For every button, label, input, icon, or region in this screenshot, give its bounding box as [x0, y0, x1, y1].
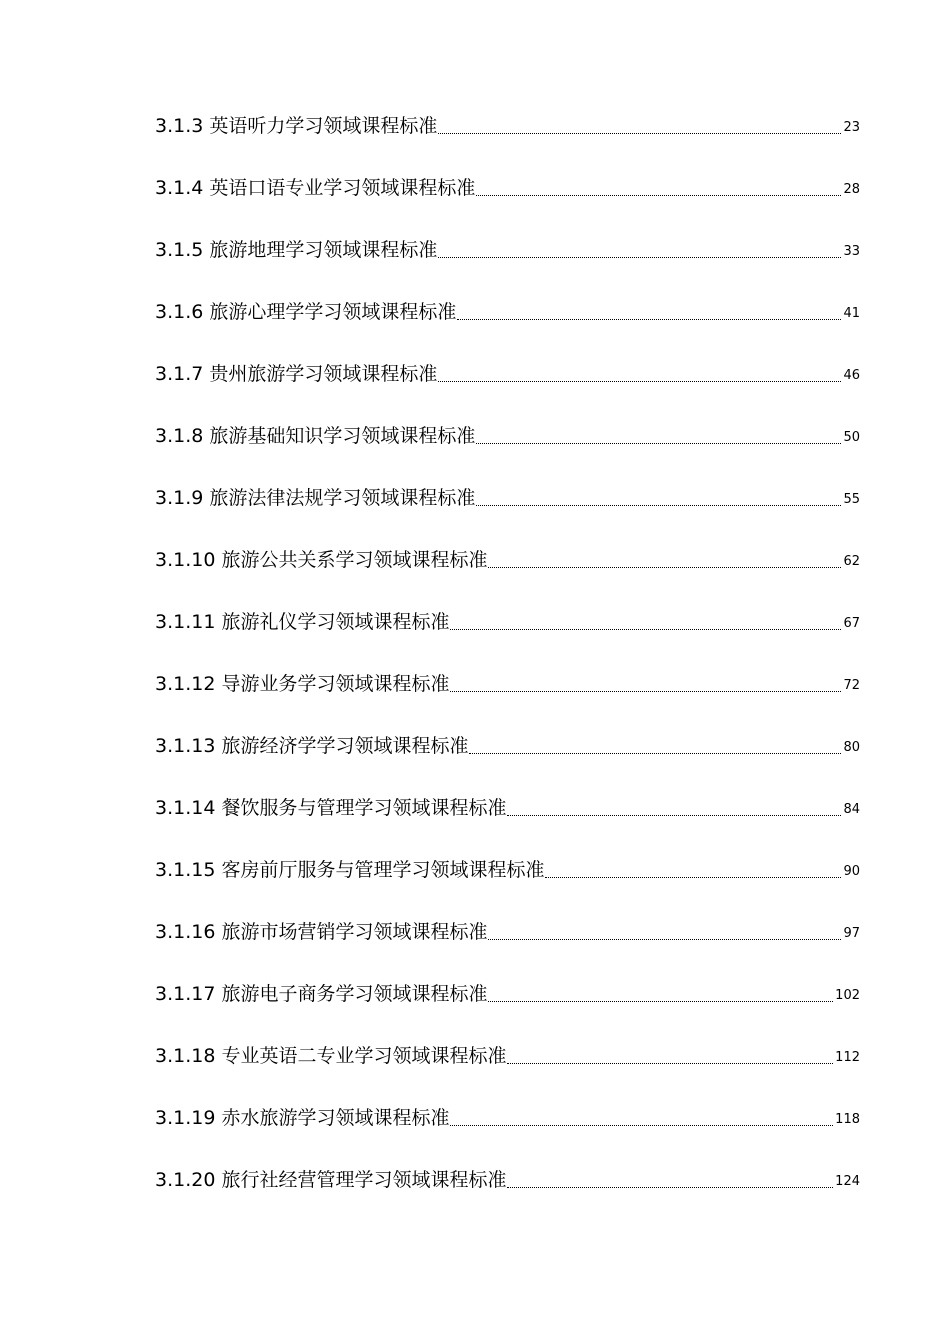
toc-entry[interactable] [155, 882, 860, 944]
toc-entry-title: 3.1.6 旅游心理学学习领域课程标准 [155, 301, 457, 323]
toc-entry-title: 3.1.16 旅游市场营销学习领域课程标准 [155, 921, 488, 943]
toc-entry-title: 3.1.18 专业英语二专业学习领域课程标准 [155, 1045, 507, 1067]
toc-dot-leader [507, 815, 841, 816]
toc-entry-page: 84 [843, 802, 860, 817]
toc-entry-page: 41 [843, 306, 860, 321]
toc-entry-page: 80 [843, 740, 860, 755]
toc-entry[interactable] [155, 1068, 860, 1130]
toc-entry[interactable] [155, 758, 860, 820]
toc-dot-leader [488, 1001, 833, 1002]
toc-dot-leader [476, 195, 841, 196]
toc-entry-page: 50 [843, 430, 860, 445]
toc-entry-title: 3.1.20 旅行社经营管理学习领域课程标准 [155, 1169, 507, 1191]
toc-entry-page: 118 [835, 1112, 860, 1127]
toc-dot-leader [545, 877, 841, 878]
toc-entry-page: 124 [835, 1174, 860, 1189]
toc-dot-leader [438, 133, 841, 134]
toc-dot-leader [476, 443, 841, 444]
toc-entry-page: 97 [843, 926, 860, 941]
toc-dot-leader [450, 629, 841, 630]
toc-entry-page: 90 [843, 864, 860, 879]
toc-entry[interactable] [155, 1130, 860, 1192]
toc-entry[interactable] [155, 1006, 860, 1068]
toc-entry[interactable] [155, 386, 860, 448]
toc-entry-page: 55 [843, 492, 860, 507]
toc-dot-leader [469, 753, 841, 754]
toc-dot-leader [450, 691, 841, 692]
toc-entry[interactable] [155, 262, 860, 324]
toc-entry-page: 67 [843, 616, 860, 631]
toc-entry-page: 46 [843, 368, 860, 383]
toc-entry-page: 33 [843, 244, 860, 259]
toc-dot-leader [450, 1125, 833, 1126]
toc-entry[interactable] [155, 510, 860, 572]
toc-entry[interactable] [155, 572, 860, 634]
toc-entry-title: 3.1.7 贵州旅游学习领域课程标准 [155, 363, 438, 385]
toc-dot-leader [507, 1063, 833, 1064]
toc-entry[interactable] [155, 820, 860, 882]
toc-entry-title: 3.1.9 旅游法律法规学习领域课程标准 [155, 487, 476, 509]
toc-entry[interactable] [155, 696, 860, 758]
toc-dot-leader [457, 319, 841, 320]
toc-entry-title: 3.1.5 旅游地理学习领域课程标准 [155, 239, 438, 261]
toc-entry-page: 23 [843, 120, 860, 135]
toc-entry-title: 3.1.12 导游业务学习领域课程标准 [155, 673, 450, 695]
toc-entry[interactable] [155, 200, 860, 262]
toc-entry-page: 112 [835, 1050, 860, 1065]
toc-dot-leader [488, 939, 841, 940]
toc-dot-leader [488, 567, 841, 568]
toc-dot-leader [438, 257, 841, 258]
toc-entry-title: 3.1.10 旅游公共关系学习领域课程标准 [155, 549, 488, 571]
toc-dot-leader [507, 1187, 833, 1188]
toc-entry[interactable] [155, 944, 860, 1006]
toc-entry-title: 3.1.11 旅游礼仪学习领域课程标准 [155, 611, 450, 633]
toc-entry-page: 102 [835, 988, 860, 1003]
toc-entry-title: 3.1.19 赤水旅游学习领域课程标准 [155, 1107, 450, 1129]
toc-dot-leader [476, 505, 841, 506]
table-of-contents [155, 108, 860, 1192]
toc-entry-page: 28 [843, 182, 860, 197]
toc-dot-leader [438, 381, 841, 382]
toc-entry-title: 3.1.13 旅游经济学学习领域课程标准 [155, 735, 469, 757]
toc-entry-title: 3.1.3 英语听力学习领域课程标准 [155, 115, 438, 137]
toc-entry[interactable] [155, 108, 860, 138]
toc-entry-page: 72 [843, 678, 860, 693]
toc-entry-title: 3.1.8 旅游基础知识学习领域课程标准 [155, 425, 476, 447]
toc-entry-title: 3.1.15 客房前厅服务与管理学习领域课程标准 [155, 859, 545, 881]
toc-entry-title: 3.1.17 旅游电子商务学习领域课程标准 [155, 983, 488, 1005]
toc-entry[interactable] [155, 324, 860, 386]
toc-entry-title: 3.1.4 英语口语专业学习领域课程标准 [155, 177, 476, 199]
toc-entry-page: 62 [843, 554, 860, 569]
toc-entry[interactable] [155, 448, 860, 510]
toc-entry-title: 3.1.14 餐饮服务与管理学习领域课程标准 [155, 797, 507, 819]
toc-entry[interactable] [155, 138, 860, 200]
toc-entry[interactable] [155, 634, 860, 696]
